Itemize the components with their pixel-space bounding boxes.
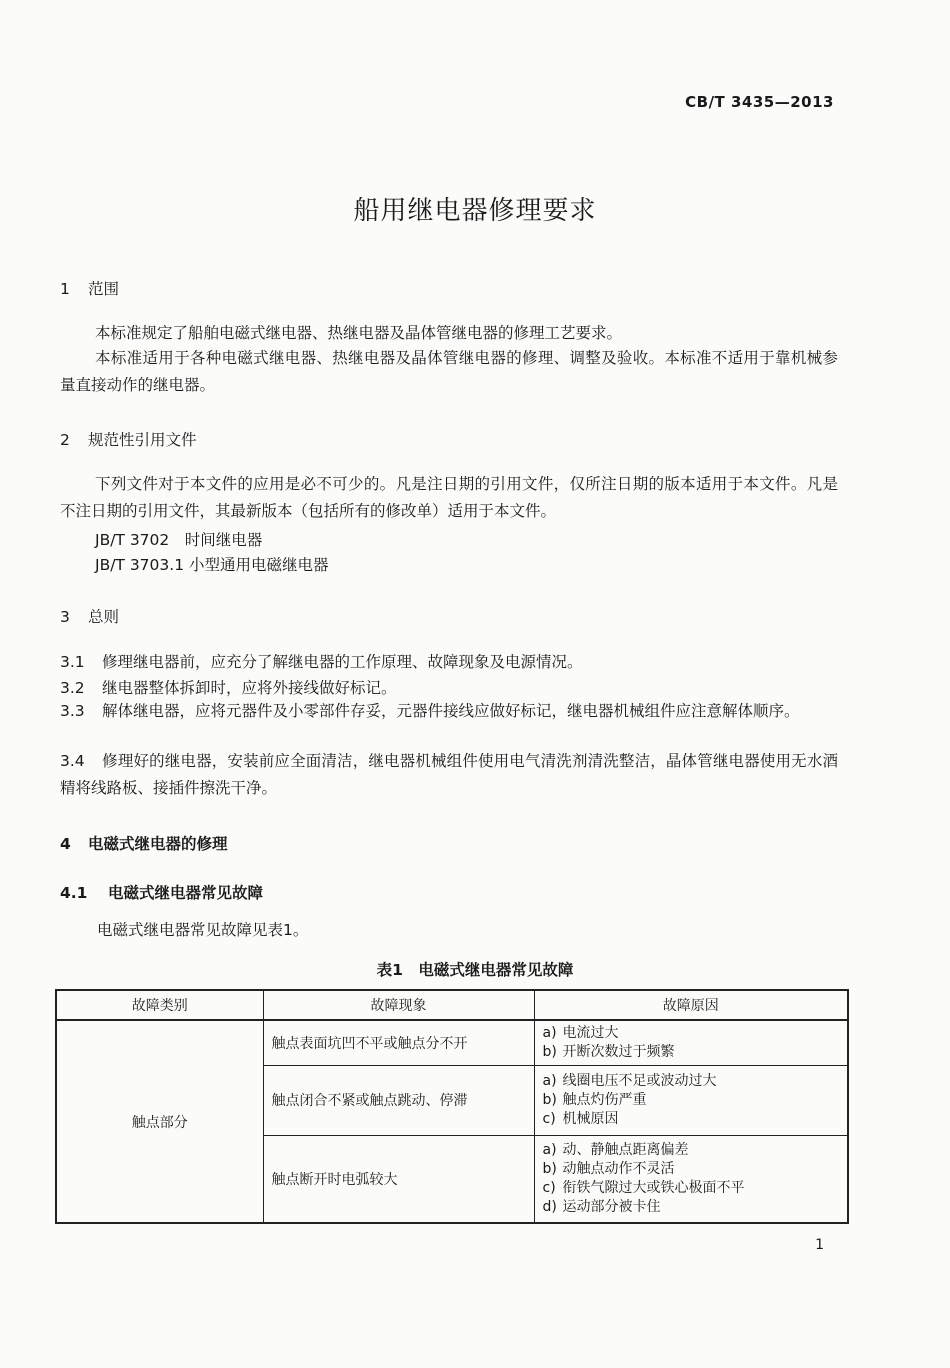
clause-number: 3.1 [60, 653, 85, 671]
fault-table [55, 989, 849, 1224]
subsection-number: 4.1 [60, 884, 88, 902]
page-number: 1 [815, 1237, 824, 1253]
phenomenon-cell: 触点断开时电弧较大 [263, 1135, 534, 1223]
cause-cell [534, 1020, 848, 1065]
table-caption: 表1 电磁式继电器常见故障 [376, 961, 574, 979]
clause-text: 修理继电器前，应充分了解继电器的工作原理、故障现象及电源情况。 [102, 653, 583, 671]
cause-cell [534, 1135, 848, 1223]
cause-item: b) 触点灼伤严重 [542, 1091, 647, 1108]
cause-item: a) 线圈电压不足或波动过大 [542, 1072, 717, 1089]
section-3-heading [60, 605, 119, 627]
reference-1: JB/T 3702 时间继电器 [95, 531, 263, 549]
section-2-paragraph-1: 下列文件对于本文件的应用是必不可少的。凡是注日期的引用文件，仅所注日期的版本适用于本文件。凡是不注日期的引用文件，其最新版本（包括所有的修改单）适用于本文件。 [60, 475, 838, 520]
section-title: 范围 [88, 280, 120, 298]
section-2-heading [60, 428, 197, 450]
section-number: 3 [60, 608, 70, 626]
clause-number: 3.2 [60, 679, 85, 697]
standard-code: CB/T 3435—2013 [685, 93, 834, 111]
cause-item: d) 运动部分被卡住 [542, 1198, 661, 1215]
section-title: 电磁式继电器的修理 [88, 835, 228, 853]
document-title: 船用继电器修理要求 [353, 196, 597, 226]
cause-item: a) 动、静触点距离偏差 [542, 1141, 689, 1158]
phenomenon-cell: 触点表面坑凹不平或触点分不开 [263, 1020, 534, 1065]
table-header-row [56, 990, 848, 1020]
section-number: 1 [60, 280, 70, 298]
clause-3-3 [60, 698, 838, 725]
clause-number: 3.4 [60, 752, 85, 770]
cause-cell [534, 1065, 848, 1135]
clause-text: 修理好的继电器，安装前应全面清洁，继电器机械组件使用电气清洗剂清洗整洁，晶体管继电器使用无水酒精将线路板、接插件擦洗干净。 [60, 752, 838, 797]
section-title: 总则 [88, 608, 120, 626]
header-phenomenon: 故障现象 [263, 990, 534, 1020]
subsection-4-1-heading [60, 881, 263, 903]
phenomenon-cell: 触点闭合不紧或触点跳动、停滞 [263, 1065, 534, 1135]
section-1-paragraph-1: 本标准规定了船舶电磁式继电器、热继电器及晶体管继电器的修理工艺要求。 [95, 324, 623, 342]
category-cell: 触点部分 [56, 1020, 263, 1223]
cause-item: a) 电流过大 [542, 1024, 619, 1041]
cause-item: c) 衔铁气隙过大或铁心极面不平 [542, 1179, 745, 1196]
section-1-paragraph-2: 本标准适用于各种电磁式继电器、热继电器及晶体管继电器的修理、调整及验收。本标准不适用于靠机械参量直接动作的继电器。 [60, 349, 838, 394]
cause-item: b) 动触点动作不灵活 [542, 1160, 675, 1177]
clause-3-1 [60, 649, 838, 676]
clause-text: 解体继电器，应将元器件及小零部件存妥，元器件接线应做好标记，继电器机械组件应注意解体顺序。 [102, 702, 800, 720]
clause-3-4 [60, 748, 838, 802]
cause-item: c) 机械原因 [542, 1110, 619, 1127]
clause-number: 3.3 [60, 702, 85, 720]
reference-2: JB/T 3703.1 小型通用电磁继电器 [95, 556, 329, 574]
section-number: 2 [60, 431, 70, 449]
section-title: 规范性引用文件 [88, 431, 197, 449]
section-1-heading [60, 277, 119, 299]
subsection-title: 电磁式继电器常见故障 [108, 884, 264, 902]
section-number: 4 [60, 835, 71, 853]
header-category: 故障类别 [56, 990, 263, 1020]
section-4-heading [60, 832, 228, 854]
section-4-1-paragraph: 电磁式继电器常见故障见表1。 [97, 921, 309, 939]
table-row [56, 1020, 848, 1065]
clause-text: 继电器整体拆卸时，应将外接线做好标记。 [102, 679, 397, 697]
header-cause: 故障原因 [534, 990, 848, 1020]
cause-item: b) 开断次数过于频繁 [542, 1043, 675, 1060]
